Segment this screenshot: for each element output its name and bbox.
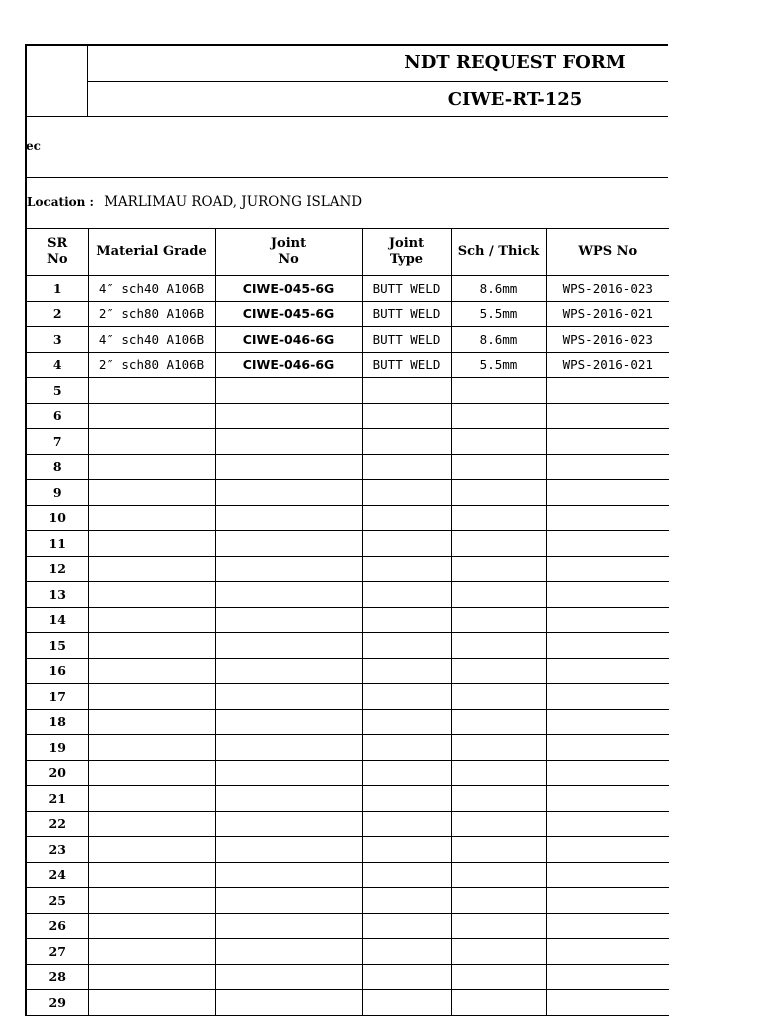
sr-no-cell: 10: [26, 505, 88, 531]
sch-thick-cell: [451, 990, 546, 1016]
sr-no-cell: 28: [26, 964, 88, 990]
col-header-sr-no: SR No: [26, 229, 88, 276]
joint-type-cell: [362, 480, 451, 506]
col-header-material-grade: Material Grade: [88, 229, 215, 276]
joint-no-cell: [215, 888, 362, 914]
sch-thick-cell: [451, 862, 546, 888]
joint-no-cell: [215, 964, 362, 990]
joint-no-cell: [215, 429, 362, 455]
joint-no-cell: [215, 786, 362, 812]
col-header-sch-thick: Sch / Thick: [451, 229, 546, 276]
material-grade-cell: [88, 582, 215, 608]
table-row: [26, 786, 669, 812]
wps-no-cell: WPS-2016-021: [546, 352, 669, 378]
material-grade-cell: [88, 454, 215, 480]
joint-type-cell: [362, 786, 451, 812]
table-row: [26, 403, 669, 429]
wps-no-cell: [546, 403, 669, 429]
project-label-fragment: ec: [26, 139, 41, 153]
sch-thick-cell: [451, 888, 546, 914]
joint-type-cell: [362, 735, 451, 761]
joint-type-cell: [362, 429, 451, 455]
sr-no-cell: 14: [26, 607, 88, 633]
material-grade-cell: [88, 633, 215, 659]
material-grade-cell: [88, 811, 215, 837]
sr-no-cell: 3: [26, 327, 88, 353]
material-grade-cell: [88, 531, 215, 557]
joint-type-cell: [362, 454, 451, 480]
sr-no-cell: 1: [26, 276, 88, 302]
joint-no-cell: [215, 454, 362, 480]
joint-no-cell: [215, 480, 362, 506]
joint-type-cell: [362, 505, 451, 531]
wps-no-cell: [546, 556, 669, 582]
joint-no-cell: [215, 403, 362, 429]
wps-no-cell: [546, 760, 669, 786]
wps-no-cell: [546, 888, 669, 914]
sr-no-cell: 5: [26, 378, 88, 404]
sr-no-cell: 20: [26, 760, 88, 786]
title-row-divider: [87, 81, 668, 82]
sr-no-cell: 13: [26, 582, 88, 608]
wps-no-cell: [546, 582, 669, 608]
table-row: [26, 505, 669, 531]
sch-thick-cell: [451, 556, 546, 582]
table-row: [26, 684, 669, 710]
material-grade-cell: [88, 964, 215, 990]
joint-no-cell: [215, 811, 362, 837]
table-row: [26, 709, 669, 735]
table-row: [26, 531, 669, 557]
sr-no-cell: 6: [26, 403, 88, 429]
table-row: [26, 327, 669, 353]
wps-no-cell: [546, 709, 669, 735]
table-header-row: [26, 229, 669, 276]
joint-type-cell: [362, 403, 451, 429]
sr-no-cell: 18: [26, 709, 88, 735]
location-label: Location :: [27, 195, 94, 209]
sch-thick-cell: [451, 582, 546, 608]
material-grade-cell: [88, 709, 215, 735]
joint-no-cell: [215, 378, 362, 404]
wps-no-cell: [546, 913, 669, 939]
joint-no-cell: CIWE-045-6G: [215, 276, 362, 302]
sch-thick-cell: [451, 811, 546, 837]
sch-thick-cell: [451, 709, 546, 735]
joint-type-cell: [362, 658, 451, 684]
joint-no-cell: CIWE-046-6G: [215, 327, 362, 353]
wps-no-cell: [546, 837, 669, 863]
wps-no-cell: WPS-2016-023: [546, 276, 669, 302]
joint-type-cell: [362, 633, 451, 659]
material-grade-cell: [88, 556, 215, 582]
joint-no-cell: [215, 633, 362, 659]
form-title: NDT REQUEST FORM: [404, 52, 626, 73]
joint-type-cell: BUTT WELD: [362, 276, 451, 302]
joint-type-cell: [362, 837, 451, 863]
wps-no-cell: [546, 454, 669, 480]
wps-no-cell: [546, 633, 669, 659]
table-row: [26, 582, 669, 608]
sr-no-cell: 7: [26, 429, 88, 455]
sch-thick-cell: [451, 786, 546, 812]
material-grade-cell: 4″ sch40 A106B: [88, 276, 215, 302]
sch-thick-cell: [451, 531, 546, 557]
joint-type-cell: [362, 862, 451, 888]
wps-no-cell: [546, 990, 669, 1016]
material-grade-cell: [88, 505, 215, 531]
sch-thick-cell: [451, 760, 546, 786]
joint-type-cell: [362, 378, 451, 404]
sr-no-cell: 29: [26, 990, 88, 1016]
material-grade-cell: [88, 862, 215, 888]
sr-no-cell: 15: [26, 633, 88, 659]
wps-no-cell: WPS-2016-023: [546, 327, 669, 353]
sch-thick-cell: [451, 684, 546, 710]
joint-type-cell: [362, 913, 451, 939]
material-grade-cell: [88, 990, 215, 1016]
sr-no-cell: 8: [26, 454, 88, 480]
table-row: [26, 454, 669, 480]
wps-no-cell: [546, 684, 669, 710]
joint-type-cell: [362, 582, 451, 608]
table-row: [26, 378, 669, 404]
material-grade-cell: [88, 684, 215, 710]
joint-type-cell: [362, 684, 451, 710]
material-grade-cell: [88, 403, 215, 429]
sr-no-cell: 23: [26, 837, 88, 863]
sch-thick-cell: [451, 735, 546, 761]
sch-thick-cell: [451, 939, 546, 965]
table-row: [26, 964, 669, 990]
joint-no-cell: [215, 531, 362, 557]
joint-no-cell: [215, 582, 362, 608]
material-grade-cell: 4″ sch40 A106B: [88, 327, 215, 353]
material-grade-cell: [88, 786, 215, 812]
joint-no-cell: [215, 735, 362, 761]
col-header-joint-type: Joint Type: [362, 229, 451, 276]
location-value: MARLIMAU ROAD, JURONG ISLAND: [104, 194, 363, 210]
wps-no-cell: [546, 531, 669, 557]
wps-no-cell: [546, 786, 669, 812]
sch-thick-cell: 5.5mm: [451, 301, 546, 327]
sr-no-cell: 21: [26, 786, 88, 812]
wps-no-cell: [546, 429, 669, 455]
sr-no-cell: 26: [26, 913, 88, 939]
joint-no-cell: [215, 684, 362, 710]
table-row: [26, 811, 669, 837]
sr-no-cell: 12: [26, 556, 88, 582]
table-body: [26, 276, 669, 1016]
wps-no-cell: [546, 964, 669, 990]
joint-table: [25, 228, 669, 1016]
sr-no-cell: 9: [26, 480, 88, 506]
col-header-joint-no: Joint No: [215, 229, 362, 276]
joint-type-cell: BUTT WELD: [362, 352, 451, 378]
sch-thick-cell: [451, 429, 546, 455]
joint-no-cell: [215, 505, 362, 531]
joint-no-cell: [215, 990, 362, 1016]
sch-thick-cell: 5.5mm: [451, 352, 546, 378]
joint-no-cell: [215, 556, 362, 582]
wps-no-cell: [546, 939, 669, 965]
wps-no-cell: [546, 607, 669, 633]
col-header-wps-no: WPS No: [546, 229, 669, 276]
table-row: [26, 658, 669, 684]
joint-type-cell: BUTT WELD: [362, 301, 451, 327]
table-row: [26, 556, 669, 582]
sch-thick-cell: 8.6mm: [451, 327, 546, 353]
sch-thick-cell: [451, 837, 546, 863]
joint-no-cell: [215, 607, 362, 633]
material-grade-cell: [88, 760, 215, 786]
wps-no-cell: [546, 811, 669, 837]
sch-thick-cell: 8.6mm: [451, 276, 546, 302]
material-grade-cell: [88, 607, 215, 633]
wps-no-cell: [546, 505, 669, 531]
table-row: [26, 760, 669, 786]
sr-no-cell: 22: [26, 811, 88, 837]
joint-type-cell: [362, 990, 451, 1016]
table-row: [26, 913, 669, 939]
joint-no-cell: [215, 837, 362, 863]
joint-type-cell: [362, 811, 451, 837]
header-bottom-divider: [25, 116, 668, 117]
wps-no-cell: [546, 862, 669, 888]
joint-no-cell: [215, 939, 362, 965]
wps-no-cell: [546, 378, 669, 404]
joint-type-cell: BUTT WELD: [362, 327, 451, 353]
sch-thick-cell: [451, 913, 546, 939]
sch-thick-cell: [451, 480, 546, 506]
material-grade-cell: [88, 378, 215, 404]
sr-no-cell: 19: [26, 735, 88, 761]
joint-no-cell: [215, 913, 362, 939]
wps-no-cell: [546, 735, 669, 761]
form-number: CIWE-RT-125: [447, 89, 583, 110]
sch-thick-cell: [451, 378, 546, 404]
sch-thick-cell: [451, 607, 546, 633]
joint-no-cell: [215, 658, 362, 684]
joint-type-cell: [362, 888, 451, 914]
sr-no-cell: 17: [26, 684, 88, 710]
material-grade-cell: [88, 735, 215, 761]
material-grade-cell: [88, 480, 215, 506]
sr-no-cell: 4: [26, 352, 88, 378]
joint-type-cell: [362, 607, 451, 633]
wps-no-cell: [546, 658, 669, 684]
table-row: [26, 633, 669, 659]
material-grade-cell: 2″ sch80 A106B: [88, 352, 215, 378]
joint-no-cell: CIWE-045-6G: [215, 301, 362, 327]
sr-no-cell: 16: [26, 658, 88, 684]
material-grade-cell: [88, 658, 215, 684]
wps-no-cell: [546, 480, 669, 506]
table-row: [26, 301, 669, 327]
table-row: [26, 990, 669, 1016]
table-row: [26, 888, 669, 914]
joint-no-cell: [215, 709, 362, 735]
material-grade-cell: [88, 429, 215, 455]
table-row: [26, 939, 669, 965]
project-row-divider: [25, 177, 668, 178]
material-grade-cell: [88, 913, 215, 939]
table-row: [26, 607, 669, 633]
table-row: [26, 837, 669, 863]
table-row: [26, 276, 669, 302]
location-line: [27, 194, 362, 210]
sch-thick-cell: [451, 633, 546, 659]
sr-no-cell: 24: [26, 862, 88, 888]
table-row: [26, 480, 669, 506]
table-row: [26, 735, 669, 761]
sch-thick-cell: [451, 964, 546, 990]
joint-type-cell: [362, 531, 451, 557]
material-grade-cell: [88, 939, 215, 965]
table-row: [26, 429, 669, 455]
table-row: [26, 352, 669, 378]
joint-type-cell: [362, 939, 451, 965]
material-grade-cell: [88, 837, 215, 863]
material-grade-cell: [88, 888, 215, 914]
sch-thick-cell: [451, 403, 546, 429]
sr-no-cell: 27: [26, 939, 88, 965]
joint-no-cell: [215, 760, 362, 786]
sch-thick-cell: [451, 505, 546, 531]
header-top-border: [25, 44, 668, 46]
table-row: [26, 862, 669, 888]
sr-no-cell: 11: [26, 531, 88, 557]
joint-type-cell: [362, 709, 451, 735]
material-grade-cell: 2″ sch80 A106B: [88, 301, 215, 327]
joint-no-cell: [215, 862, 362, 888]
joint-type-cell: [362, 760, 451, 786]
joint-type-cell: [362, 556, 451, 582]
sch-thick-cell: [451, 454, 546, 480]
joint-no-cell: CIWE-046-6G: [215, 352, 362, 378]
sr-no-cell: 25: [26, 888, 88, 914]
sch-thick-cell: [451, 658, 546, 684]
sr-no-cell: 2: [26, 301, 88, 327]
joint-type-cell: [362, 964, 451, 990]
wps-no-cell: WPS-2016-021: [546, 301, 669, 327]
